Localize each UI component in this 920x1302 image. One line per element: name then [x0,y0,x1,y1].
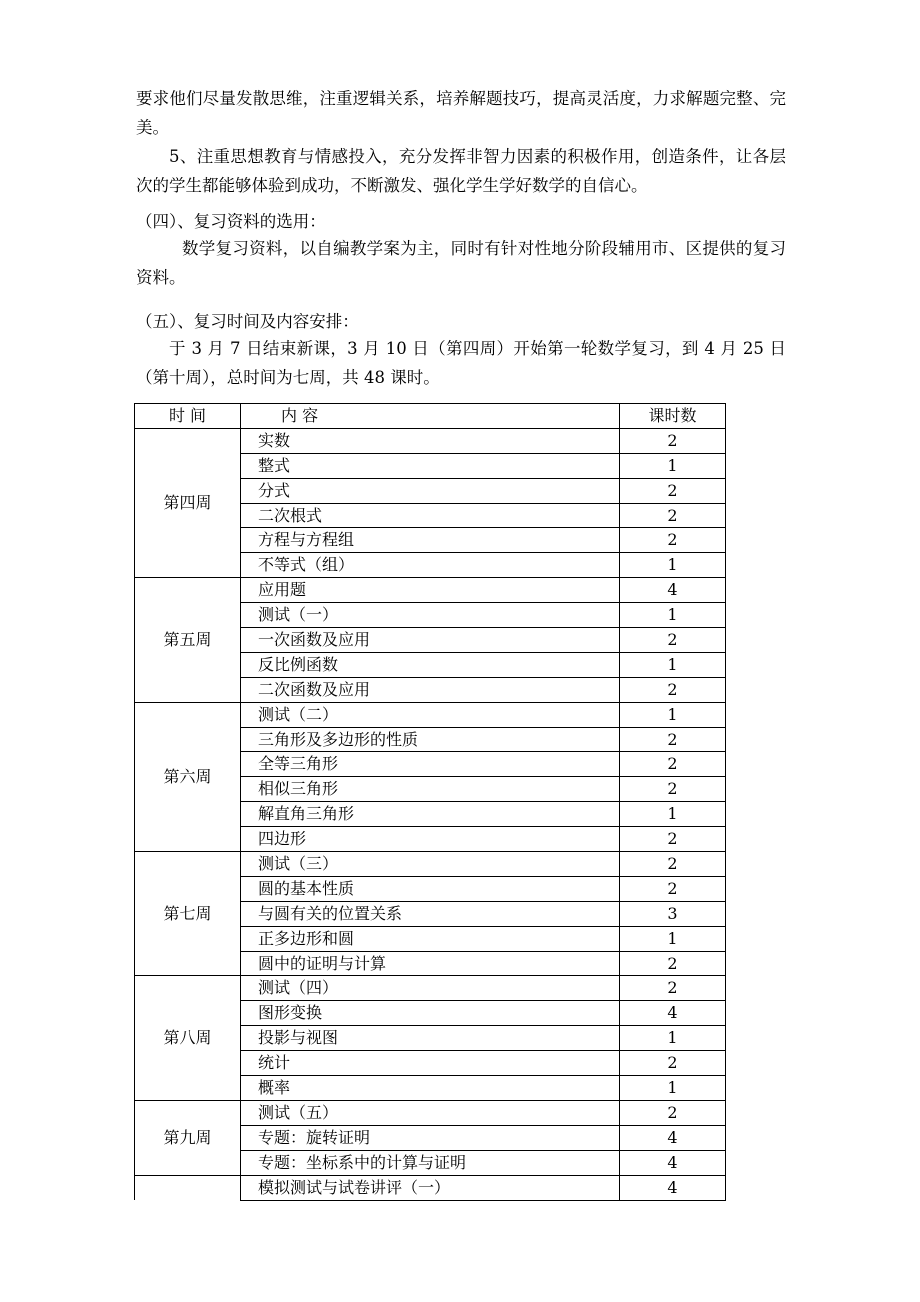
content-cell: 二次函数及应用 [241,677,620,702]
week-cell: 第五周 [135,578,241,702]
hours-cell: 2 [620,827,726,852]
content-cell: 相似三角形 [241,777,620,802]
content-cell: 分式 [241,478,620,503]
week-cell: 第七周 [135,852,241,976]
hours-cell: 2 [620,727,726,752]
paragraph-1: 要求他们尽量发散思维，注重逻辑关系，培养解题技巧，提高灵活度，力求解题完整、完美。 [136,89,786,137]
content-cell: 专题：旋转证明 [241,1125,620,1150]
content-cell: 反比例函数 [241,652,620,677]
hours-cell: 1 [620,453,726,478]
hours-cell: 2 [620,752,726,777]
hours-cell: 3 [620,901,726,926]
content-cell: 圆中的证明与计算 [241,951,620,976]
content-cell: 全等三角形 [241,752,620,777]
table-row [135,702,726,727]
hours-cell: 2 [620,1051,726,1076]
content-cell: 应用题 [241,578,620,603]
hours-cell: 4 [620,1150,726,1175]
table-row [135,1100,726,1125]
schedule-table [134,403,726,1201]
content-cell: 解直角三角形 [241,802,620,827]
content-cell: 概率 [241,1076,620,1101]
table-row [135,976,726,1001]
content-cell: 整式 [241,453,620,478]
paragraph-3: 数学复习资料，以自编教学案为主，同时有针对性地分阶段辅用市、区提供的复习资料。 [136,239,786,287]
week-cell [135,1175,241,1200]
table-row [135,852,726,877]
table-header-row [135,404,726,429]
content-cell: 统计 [241,1051,620,1076]
hours-cell: 1 [620,603,726,628]
content-cell: 投影与视图 [241,1026,620,1051]
table-row [135,578,726,603]
hours-cell: 1 [620,553,726,578]
content-cell: 模拟测试与试卷讲评（一） [241,1175,620,1200]
hours-cell: 4 [620,1001,726,1026]
table-row [135,428,726,453]
hours-cell: 1 [620,926,726,951]
content-cell: 一次函数及应用 [241,628,620,653]
hours-cell: 1 [620,652,726,677]
hours-cell: 1 [620,1026,726,1051]
hours-cell: 2 [620,503,726,528]
content-cell: 图形变换 [241,1001,620,1026]
table-row [135,1175,726,1200]
content-cell: 测试（一） [241,603,620,628]
content-cell: 与圆有关的位置关系 [241,901,620,926]
hours-cell: 4 [620,1125,726,1150]
hours-cell: 1 [620,802,726,827]
table-body [135,428,726,1200]
content-cell: 测试（五） [241,1100,620,1125]
hours-cell: 2 [620,852,726,877]
week-cell: 第四周 [135,428,241,577]
content-cell: 四边形 [241,827,620,852]
content-cell: 专题：坐标系中的计算与证明 [241,1150,620,1175]
hours-cell: 2 [620,951,726,976]
content-cell: 方程与方程组 [241,528,620,553]
hours-cell: 1 [620,1076,726,1101]
hours-cell: 2 [620,528,726,553]
hours-cell: 2 [620,628,726,653]
content-cell: 测试（四） [241,976,620,1001]
hours-cell: 2 [620,976,726,1001]
hours-cell: 4 [620,1175,726,1200]
hours-cell: 2 [620,1100,726,1125]
week-cell: 第八周 [135,976,241,1100]
hours-cell: 1 [620,702,726,727]
week-cell: 第九周 [135,1100,241,1175]
content-cell: 不等式（组） [241,553,620,578]
hours-cell: 2 [620,428,726,453]
content-cell: 测试（二） [241,702,620,727]
content-cell: 正多边形和圆 [241,926,620,951]
paragraph-4: 于 3 月 7 日结束新课，3 月 10 日（第四周）开始第一轮数学复习，到 4 月 25 日（第十周），总时间为七周，共 48 课时。 [136,339,786,387]
header-time: 时 间 [135,404,241,429]
hours-cell: 2 [620,677,726,702]
week-cell: 第六周 [135,702,241,851]
content-cell: 实数 [241,428,620,453]
paragraph-2: 5、注重思想教育与情感投入，充分发挥非智力因素的积极作用，创造条件，让各层次的学生都能够体验到成功，不断激发、强化学生学好数学的自信心。 [136,147,786,195]
hours-cell: 2 [620,876,726,901]
header-hours: 课时数 [620,404,726,429]
hours-cell: 2 [620,478,726,503]
hours-cell: 2 [620,777,726,802]
content-cell: 圆的基本性质 [241,876,620,901]
content-cell: 三角形及多边形的性质 [241,727,620,752]
content-cell: 二次根式 [241,503,620,528]
section-heading-4: （四）、复习资料的选用： [136,212,326,231]
section-heading-5: （五）、复习时间及内容安排： [136,312,359,331]
header-content: 内 容 [241,404,620,429]
content-cell: 测试（三） [241,852,620,877]
hours-cell: 4 [620,578,726,603]
